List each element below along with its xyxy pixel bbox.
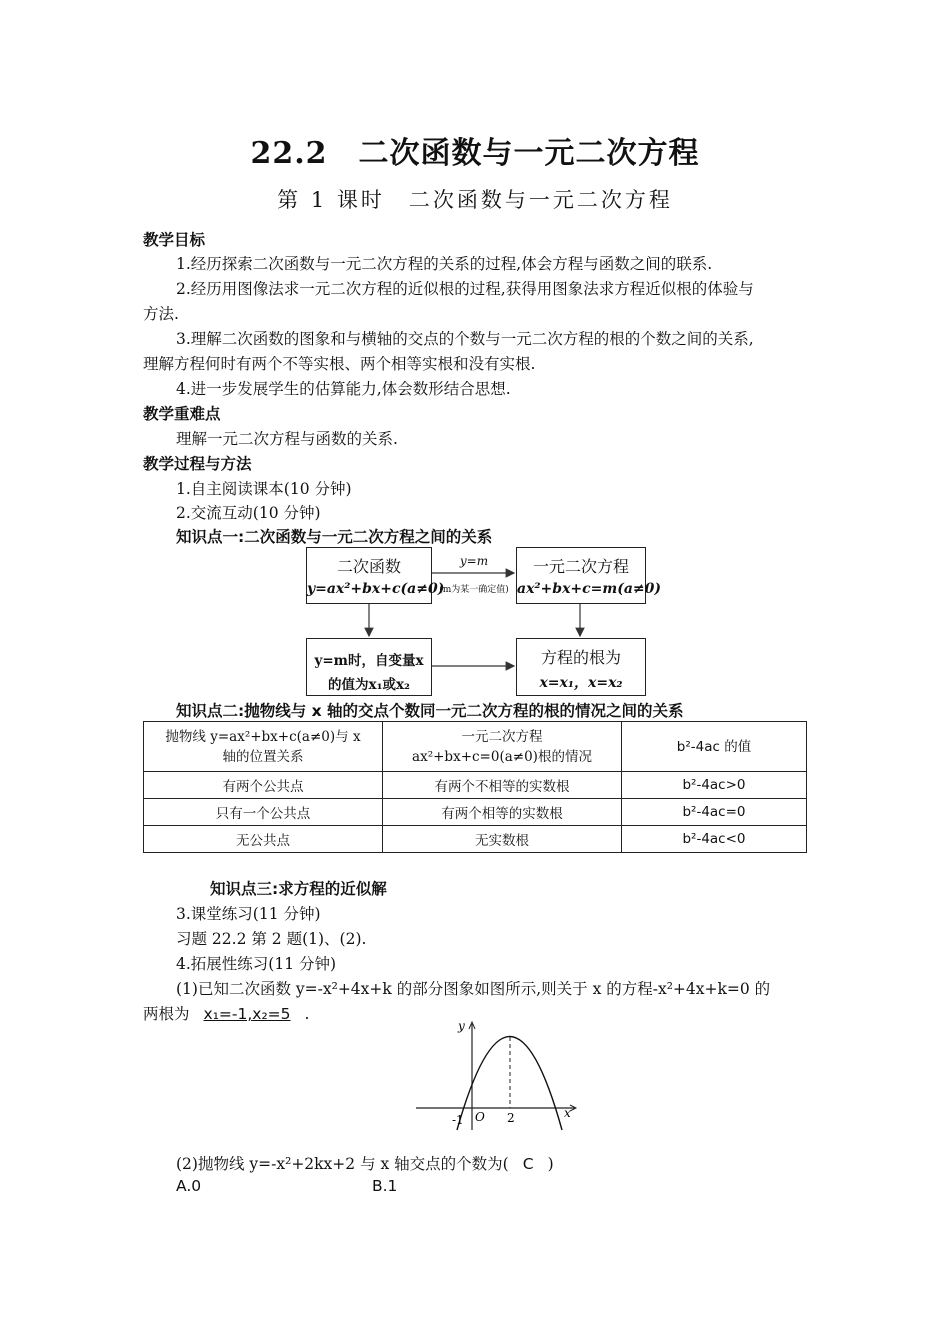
process-step-2: 2.交流互动(10 分钟) bbox=[176, 504, 321, 522]
goals-heading: 教学目标 bbox=[143, 231, 206, 249]
lesson-subtitle: 第 1 课时 二次函数与一元二次方程 bbox=[277, 188, 673, 212]
goal-item: 1.经历探索二次函数与一元二次方程的关系的过程,体会方程与函数之间的联系. bbox=[176, 255, 713, 273]
process-step-4: 4.拓展性练习(11 分钟) bbox=[176, 955, 337, 973]
knowledge-point-3: 知识点三:求方程的近似解 bbox=[210, 880, 387, 898]
question-2-answer: C bbox=[522, 1155, 534, 1173]
goal-item: 理解方程何时有两个不等实根、两个相等实根和没有实根. bbox=[143, 355, 536, 373]
option-a: A.0 bbox=[176, 1177, 202, 1195]
flow-box-title: 方程的根为 bbox=[540, 648, 621, 667]
table-header-row bbox=[144, 722, 807, 772]
goal-item: 3.理解二次函数的图象和与横轴的交点的个数与一元二次方程的根的个数之间的关系, bbox=[176, 330, 754, 348]
page-title: 22.2 二次函数与一元二次方程 bbox=[250, 136, 700, 171]
x-axis-label: x bbox=[564, 1106, 571, 1120]
table-row bbox=[144, 772, 807, 799]
question-1-answer: x₁=-1,x₂=5 bbox=[203, 1005, 291, 1023]
table-cell: 有两个相等的实数根 bbox=[383, 799, 622, 826]
question-1-answer-line bbox=[143, 1002, 309, 1024]
option-b: B.1 bbox=[372, 1177, 398, 1195]
table-cell: 有两个不相等的实数根 bbox=[383, 772, 622, 799]
flow-arrow-note: (m为某一确定值) bbox=[439, 585, 509, 595]
flow-box-formula: y=ax²+bx+c(a≠0) bbox=[307, 581, 445, 597]
flow-box-title: 一元二次方程 bbox=[532, 557, 629, 576]
question-2-line bbox=[176, 1152, 554, 1174]
header-line: ax²+bx+c=0(a≠0)根的情况 bbox=[412, 748, 592, 765]
header-line: 一元二次方程 bbox=[461, 728, 543, 745]
flow-box-line: y=m时，自变量x bbox=[314, 653, 424, 669]
table-cell: 只有一个公共点 bbox=[144, 799, 383, 826]
table-cell: 无公共点 bbox=[144, 826, 383, 853]
question-1-text: (1)已知二次函数 y=-x²+4x+k 的部分图象如图所示,则关于 x 的方程-x²+4x+k=0 的 bbox=[176, 980, 771, 998]
two-label: 2 bbox=[507, 1111, 515, 1125]
question-2-close: ) bbox=[547, 1155, 554, 1173]
neg-one-label: -1 bbox=[452, 1113, 464, 1127]
keypoints-text: 理解一元二次方程与函数的关系. bbox=[176, 430, 398, 448]
table-cell: b²-4ac<0 bbox=[622, 826, 807, 853]
question-1-prefix: 两根为 bbox=[143, 1005, 190, 1023]
knowledge-point-1: 知识点一:二次函数与一元二次方程之间的关系 bbox=[176, 528, 493, 546]
flow-box-formula: x=x₁，x=x₂ bbox=[539, 675, 623, 691]
flow-arrow-label: y=m bbox=[459, 554, 489, 568]
flow-box-title: 二次函数 bbox=[336, 557, 401, 576]
exercise-reference: 习题 22.2 第 2 题(1)、(2). bbox=[176, 930, 367, 948]
process-heading: 教学过程与方法 bbox=[143, 455, 252, 473]
flow-box-line: 的值为x₁或x₂ bbox=[328, 677, 410, 693]
goal-item: 2.经历用图像法求一元二次方程的近似根的过程,获得用图象法求方程近似根的体验与 bbox=[176, 280, 754, 298]
knowledge-point-2: 知识点二:抛物线与 x 轴的交点个数同一元二次方程的根的情况之间的关系 bbox=[176, 702, 684, 720]
table-cell: 有两个公共点 bbox=[144, 772, 383, 799]
process-step-3: 3.课堂练习(11 分钟) bbox=[176, 905, 321, 923]
table-cell: b²-4ac=0 bbox=[622, 799, 807, 826]
keypoints-heading: 教学重难点 bbox=[143, 405, 221, 423]
question-1-suffix: . bbox=[304, 1005, 310, 1023]
table-header-cell: b²-4ac 的值 bbox=[622, 722, 807, 772]
table-row bbox=[144, 826, 807, 853]
goal-item: 4.进一步发展学生的估算能力,体会数形结合思想. bbox=[176, 380, 511, 398]
origin-label: O bbox=[475, 1110, 485, 1124]
question-2-text: (2)抛物线 y=-x²+2kx+2 与 x 轴交点的个数为( bbox=[176, 1155, 509, 1173]
table-cell: b²-4ac>0 bbox=[622, 772, 807, 799]
parabola-graph bbox=[410, 1018, 585, 1136]
relation-table bbox=[143, 721, 807, 853]
goal-item: 方法. bbox=[143, 305, 179, 323]
process-step-1: 1.自主阅读课本(10 分钟) bbox=[176, 480, 352, 498]
header-line: 抛物线 y=ax²+bx+c(a≠0)与 x bbox=[165, 728, 361, 745]
table-header-cell bbox=[383, 722, 622, 772]
header-line: 轴的位置关系 bbox=[222, 748, 304, 765]
table-header-cell bbox=[144, 722, 383, 772]
table-row bbox=[144, 799, 807, 826]
table-cell: 无实数根 bbox=[383, 826, 622, 853]
y-axis-label: y bbox=[458, 1019, 465, 1033]
flow-box-formula: ax²+bx+c=m(a≠0) bbox=[517, 581, 662, 597]
